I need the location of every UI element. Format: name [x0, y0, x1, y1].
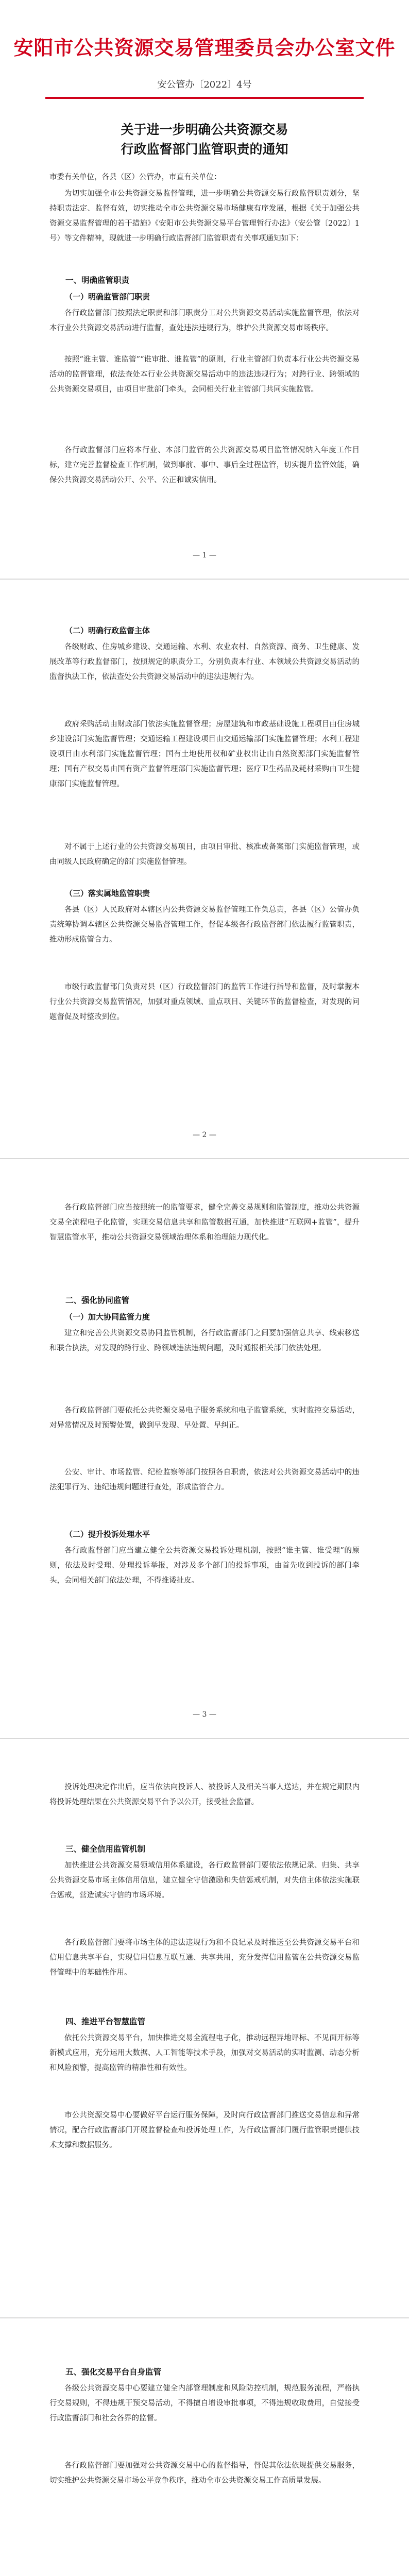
body-paragraph: 各行政监督部门要将市场主体的违法违规行为和不良记录及时推送至公共资源交易平台和信用信息共享平台，实现信用信息互联互通、共享共用，充分发挥信用监管在公共资源交易监督管理中的基础性作用。: [49, 1939, 360, 1977]
subsection-heading: （二）提升投诉处理水平: [65, 1530, 150, 1539]
body-paragraph: 加快推进公共资源交易领域信用体系建设，各行政监督部门要依法依规记录、归集、共享公共资源交易市场主体信用信息，建立健全守信激励和失信惩戒机制，对失信主体依法实施联合惩戒，营造诚实守信的市场环境。: [49, 1861, 360, 1900]
body-paragraph: 各行政监督部门应将本行业、本部门监管的公共资源交易项目监管情况纳入年度工作目标，建立完善监督检查工作机制，做到事前、事中、事后全过程监管，切实提升监管效能，确保公共资源交易活动公开、公平、公正和诚实信用。: [49, 446, 360, 484]
body-paragraph: 各级财政、住房城乡建设、交通运输、水利、农业农村、自然资源、商务、卫生健康、发展改革等行政监督部门，按照规定的职责分工，分别负责本行业、本领域公共资源交易活动的监督执法工作，依法查处公共资源交易活动中的违法违规行为。: [49, 643, 360, 681]
section-heading: 四、推进平台智慧监管: [65, 2017, 146, 2026]
page-3: [0, 1159, 409, 1737]
page-number: — 2 —: [193, 1131, 216, 1139]
section-heading: 二、强化协同监管: [65, 1296, 130, 1305]
subsection-heading: （三）落实属地监管职责: [65, 889, 150, 898]
body-paragraph: 政府采购活动由财政部门依法实施监督管理；房屋建筑和市政基础设施工程项目由住房城乡建设部门实施监督管理；交通运输工程建设项目由交通运输部门实施监督管理；水利工程建设项目由水利部门实施监督管理；国有土地使用权和矿业权出让由自然资源部门实施监督管理；国有产权交易由国有资产监督管理部门实施监督管理；医疗卫生药品及耗材采购由卫生健康部门实施监督管理。: [49, 720, 360, 788]
page-number: — 3 —: [193, 1710, 216, 1719]
subsection-heading: （二）明确行政监督主体: [65, 626, 150, 635]
body-paragraph: 各行政监督部门要加强对公共资源交易中心的监督指导，督促其依法依规提供交易服务，切实维护公共资源交易市场公平竞争秩序，推动全市公共资源交易工作高质量发展。: [49, 2462, 360, 2485]
body-paragraph: 各行政监督部门要依托公共资源交易电子服务系统和电子监管系统，实时监控交易活动，对异常情况及时预警处置，做到早发现、早处置、早纠正。: [49, 1406, 360, 1430]
document-header-title: 安阳市公共资源交易管理委员会办公室文件: [13, 36, 396, 59]
section-heading: 三、健全信用监管机制: [65, 1844, 146, 1854]
body-paragraph: 投诉处理决定作出后，应当依法向投诉人、被投诉人及相关当事人送达，并在规定期限内将投诉处理结果在公共资源交易平台予以公开，接受社会监督。: [49, 1783, 360, 1806]
section-heading: 五、强化交易平台自身监管: [65, 2367, 162, 2377]
body-paragraph: 对不属于上述行业的公共资源交易项目，由项目审批、核准或备案部门实施监督管理，或由同级人民政府确定的部门实施监督管理。: [49, 843, 360, 866]
intro-paragraph: 为切实加强全市公共资源交易监督管理，进一步明确公共资源交易行政监督职责划分，坚持职责法定、监督有效，切实推动全市公共资源交易市场健康有序发展，根据《关于加强公共资源交易监督管理的若干措施》《安阳市公共资源交易平台管理暂行办法》（安公管〔2022〕1号）等文件精神，现就进一步明确行政监督部门监管职责有关事项通知如下：: [49, 190, 360, 243]
salutation: 市委有关单位，各县（区）公管办，市直有关单位：: [49, 173, 221, 181]
subsection-heading: （一）加大协同监管力度: [65, 1312, 150, 1321]
document-title-line-2: 行政监督部门监管职责的通知: [121, 142, 288, 157]
body-paragraph: 按照“谁主管、谁监管”“谁审批、谁监管”的原则，行业主管部门负责本行业公共资源交易活动的监督管理，依法查处本行业公共资源交易活动中的违法违规行为；对跨行业、跨领域的公共资源交易项目，由项目审批部门牵头，会同相关行业主管部门共同实施监管。: [49, 355, 360, 394]
page-5: [0, 2318, 409, 2576]
document-title-line-1: 关于进一步明确公共资源交易: [121, 122, 288, 137]
body-paragraph: 市级行政监督部门负责对县（区）行政监督部门的监管工作进行指导和监督，及时掌握本行业公共资源交易监管情况，加强对重点领域、重点项目、关键环节的监督检查，对发现的问题督促及时整改到位。: [49, 983, 360, 1021]
body-paragraph: 公安、审计、市场监管、纪检监察等部门按照各自职责，依法对公共资源交易活动中的违法犯罪行为、违纪违规问题进行查处，形成监管合力。: [49, 1468, 360, 1492]
document-number: 安公管办〔2022〕4号: [157, 79, 252, 90]
body-paragraph: 各级公共资源交易中心要建立健全内部管理制度和风险防控机制，规范服务流程，严格执行交易规则，不得违规干预交易活动，不得擅自增设审批事项，不得违规收取费用，自觉接受行政监督部门和社会各界的监督。: [49, 2384, 360, 2422]
section-heading: 一、明确监管职责: [65, 276, 130, 285]
body-paragraph: 依托公共资源交易平台，加快推进交易全流程电子化，推动远程异地评标、不见面开标等新模式应用，充分运用大数据、人工智能等技术手段，加强对交易活动的实时监测、动态分析和风险预警，提高监管的精准性和有效性。: [49, 2034, 360, 2072]
body-paragraph: 各行政监督部门应当建立健全公共资源交易投诉处理机制，按照“谁主管、谁受理”的原则，依法及时受理、处理投诉举报，对涉及多个部门的投诉事项，由首先收到投诉的部门牵头，会同相关部门依法处理，不得推诿扯皮。: [49, 1547, 360, 1585]
body-paragraph: 各县（区）人民政府对本辖区内公共资源交易监督管理工作负总责，各县（区）公管办负责统筹协调本辖区公共资源交易监督管理工作，督促本级各行政监督部门依法履行监管职责，推动形成监管合力。: [49, 906, 360, 944]
body-paragraph: 各行政监督部门应当按照统一的监管要求，健全完善交易规则和监管制度，推动公共资源交易全流程电子化监管，实现交易信息共享和监管数据互通，加快推进“互联网+监管”，提升智慧监管水平，推动公共资源交易领域治理体系和治理能力现代化。: [49, 1204, 360, 1242]
page-number: — 1 —: [193, 551, 216, 560]
body-paragraph: 市公共资源交易中心要做好平台运行服务保障，及时向行政监督部门推送交易信息和异常情况，配合行政监督部门开展监督检查和投诉处理工作，为行政监督部门履行监管职责提供技术支撑和数据服务。: [49, 2111, 360, 2149]
body-paragraph: 建立和完善公共资源交易协同监管机制，各行政监督部门之间要加强信息共享、线索移送和联合执法，对发现的跨行业、跨领域违法违规问题，及时通报相关部门依法处理。: [49, 1329, 360, 1352]
subsection-heading: （一）明确监管部门职责: [65, 292, 150, 301]
red-divider: [45, 97, 364, 99]
body-paragraph: 各行政监督部门按照法定职责和部门职责分工对公共资源交易活动实施监督管理，依法对本行业公共资源交易活动进行监督，查处违法违规行为，维护公共资源交易市场秩序。: [49, 309, 360, 332]
